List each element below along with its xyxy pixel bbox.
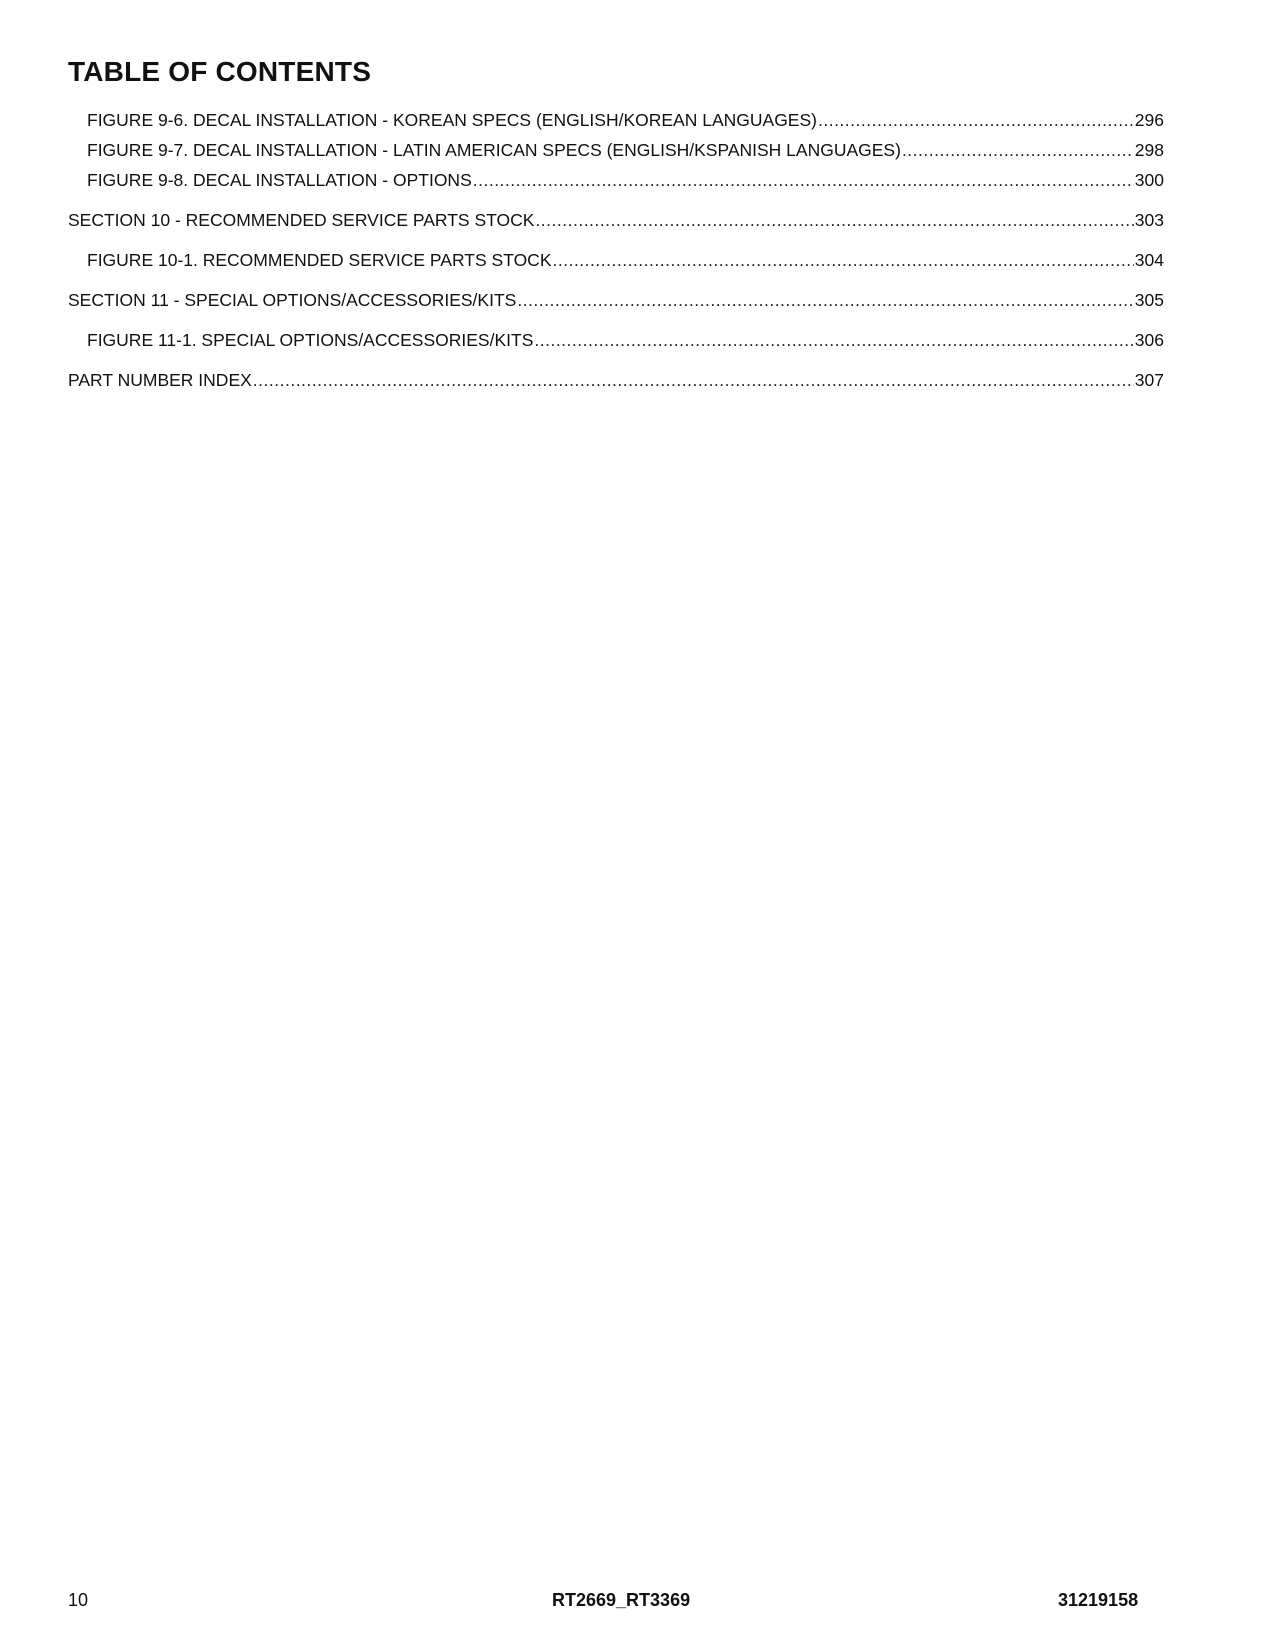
- toc-entry-label: FIGURE 9-6. DECAL INSTALLATION - KOREAN SPECS (ENGLISH/KOREAN LANGUAGES): [87, 110, 817, 130]
- dot-leader: [253, 370, 1134, 390]
- page-title: TABLE OF CONTENTS: [68, 56, 372, 87]
- footer-page-number: 10: [68, 1590, 89, 1610]
- toc-entry-page: 307: [1134, 370, 1164, 390]
- toc-entry-figure-10-1[interactable]: [68, 250, 1164, 270]
- table-of-contents: [68, 110, 1164, 390]
- toc-entry-label: SECTION 10 - RECOMMENDED SERVICE PARTS STOCK: [68, 210, 535, 230]
- dot-leader: [473, 170, 1134, 190]
- toc-entry-section-11[interactable]: [68, 290, 1164, 310]
- footer-document-number: 31219158: [1058, 1590, 1139, 1610]
- toc-entry-page: 300: [1134, 170, 1164, 190]
- footer-model-name: RT2669_RT3369: [552, 1590, 691, 1610]
- dot-leader: [517, 290, 1133, 310]
- toc-entry-page: 298: [1134, 140, 1164, 160]
- toc-entry-page: 304: [1134, 250, 1164, 270]
- toc-entry-label: SECTION 11 - SPECIAL OPTIONS/ACCESSORIES/KITS: [68, 290, 517, 310]
- toc-entry-section-10[interactable]: [68, 210, 1164, 230]
- toc-entry-label: FIGURE 11-1. SPECIAL OPTIONS/ACCESSORIES/KITS: [87, 330, 534, 350]
- toc-entry-page: 306: [1134, 330, 1164, 350]
- toc-entry-page: 296: [1134, 110, 1164, 130]
- toc-entry-figure-9-8[interactable]: [68, 170, 1164, 190]
- toc-entry-label: FIGURE 9-8. DECAL INSTALLATION - OPTIONS: [87, 170, 472, 190]
- toc-entry-figure-9-7[interactable]: [68, 140, 1164, 160]
- toc-entry-figure-11-1[interactable]: [68, 330, 1164, 350]
- toc-entry-figure-9-6[interactable]: [68, 110, 1164, 130]
- toc-entry-page: 303: [1134, 210, 1164, 230]
- dot-leader: [553, 250, 1134, 270]
- dot-leader: [535, 210, 1133, 230]
- dot-leader: [534, 330, 1133, 350]
- toc-entry-label: PART NUMBER INDEX: [68, 370, 252, 390]
- toc-entry-part-number-index[interactable]: [68, 370, 1164, 390]
- toc-entry-label: FIGURE 10-1. RECOMMENDED SERVICE PARTS STOCK: [87, 250, 552, 270]
- toc-entry-label: FIGURE 9-7. DECAL INSTALLATION - LATIN AMERICAN SPECS (ENGLISH/KSPANISH LANGUAGES): [87, 140, 901, 160]
- toc-entry-page: 305: [1134, 290, 1164, 310]
- dot-leader: [818, 110, 1134, 130]
- dot-leader: [902, 140, 1134, 160]
